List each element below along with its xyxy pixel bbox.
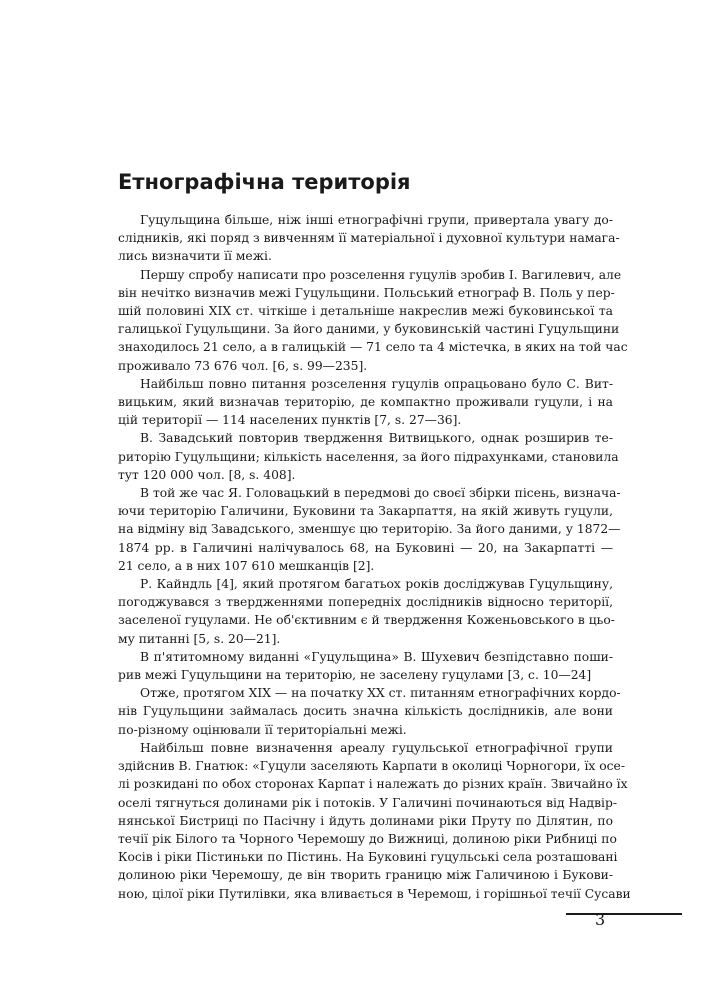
text-line: на відміну від Завадського, зменшує цю територію. За його даними, у 1872— [118, 522, 621, 537]
paragraph [118, 684, 621, 739]
text-line: шій половині XIX ст. чіткіше і детальніше накреслив межі буковинської та [118, 304, 613, 319]
text-line: слідників, які поряд з вивченням її матеріальної і духовної культури намага- [118, 231, 620, 246]
text-line: В п'ятитомному виданні «Гуцульщина» В. Шухевич безпідставно поши- [140, 649, 613, 664]
text-line: 1874 рр. в Галичині налічувалось 68, на Буковині — 20, на Закарпатті — [118, 540, 613, 555]
page-title: Етнографічна територія [118, 170, 411, 194]
text-line: Отже, протягом XIX — на початку XX ст. питанням етнографічних кордо- [140, 686, 621, 701]
text-line: Найбільш повне визначення ареалу гуцульської етнографічної групи [140, 740, 613, 755]
text-line: течії рік Білого та Чорного Черемошу до Вижниці, долиною ріки Рибниці по [118, 831, 617, 846]
text-line: лись визначити її межі. [118, 249, 272, 264]
text-line: рив межі Гуцульщини на територію, не заселену гуцулами [3, с. 10—24] [118, 668, 592, 683]
text-line: му питанні [5, s. 20—21]. [118, 631, 281, 646]
paragraph [118, 575, 613, 648]
text-line: Гуцульщина більше, ніж інші етнографічні групи, привертала увагу до- [140, 213, 613, 227]
text-line: нянської Бистриці по Пасічну і йдуть долинами ріки Пруту по Ділятин, по [118, 813, 613, 828]
text-line: Р. Кайндль [4], який протягом багатьох років досліджував Гуцульщину, [140, 577, 613, 592]
text-line: він нечітко визначив межі Гуцульщини. Польський етнограф В. Поль у пер- [118, 285, 615, 300]
text-line: по-різному оцінювали її територіальні межі. [118, 722, 407, 737]
text-line: заселеної гуцулами. Не об'єктивним є й твердження Коженьовського в цьо- [118, 613, 615, 628]
paragraph [118, 429, 619, 484]
text-line: В той же час Я. Головацький в передмові до своєї збірки пісень, визнача- [140, 486, 621, 501]
text-line: здійснив В. Гнатюк: «Гуцули заселяють Карпати в околиці Чорногори, їх осе- [118, 759, 625, 774]
footer-rule [566, 913, 682, 915]
text-line: оселі тягнуться долинами рік і потоків. У Галичині починаються від Надвір- [118, 795, 617, 810]
paragraph [118, 211, 620, 266]
page-number: 3 [595, 910, 606, 929]
text-line: цій території — 114 населених пунктів [7, s. 27—36]. [118, 413, 462, 428]
text-line: ючи територію Галичини, Буковини та Закарпаття, на якій живуть гуцули, [118, 504, 613, 519]
paragraph [118, 739, 631, 903]
body-text [118, 211, 631, 903]
text-line: проживало 73 676 чол. [6, s. 99—235]. [118, 358, 368, 373]
text-line: риторію Гуцульщини; кількість населення, за його підрахунками, становила [118, 449, 619, 464]
text-line: Косів і ріки Пістиньки по Пістинь. На Буковині гуцульські села розташовані [118, 850, 618, 865]
text-line: 21 село, а в них 107 610 мешканців [2]. [118, 558, 375, 573]
paragraph [118, 266, 628, 375]
text-line: галицької Гуцульщини. За його даними, у буковинській частині Гуцульщини [118, 322, 620, 337]
text-line: знаходилось 21 село, а в галицькій — 71 село та 4 містечка, в яких на той час [118, 340, 628, 355]
text-line: лі розкидані по обох сторонах Карпат і належать до різних країн. Звичайно їх [118, 777, 628, 792]
paragraph [118, 375, 613, 430]
text-line: вицьким, який визначав територію, де компактно проживали гуцули, і на [118, 395, 613, 410]
text-line: В. Завадський повторив твердження Витвицького, однак розширив те- [140, 431, 613, 446]
paragraph [118, 648, 613, 684]
text-line: тут 120 000 чол. [8, s. 408]. [118, 467, 296, 482]
text-line: Першу спробу написати про розселення гуцулів зробив І. Вагилевич, але [140, 267, 622, 282]
text-line: Найбільш повно питання розселення гуцулів опрацьовано було С. Вит- [140, 376, 613, 391]
paragraph [118, 484, 621, 575]
text-line: нів Гуцульщини займалась досить значна кількість дослідників, але вони [118, 704, 613, 719]
text-line: ною, цілої ріки Путилівки, яка вливається в Черемош, і горішньої течії Сусави [118, 886, 631, 901]
text-line: погоджувався з твердженнями попередніх дослідників відносно території, [118, 595, 613, 610]
text-line: долиною ріки Черемошу, де він творить границю між Галичиною і Букови- [118, 868, 613, 883]
